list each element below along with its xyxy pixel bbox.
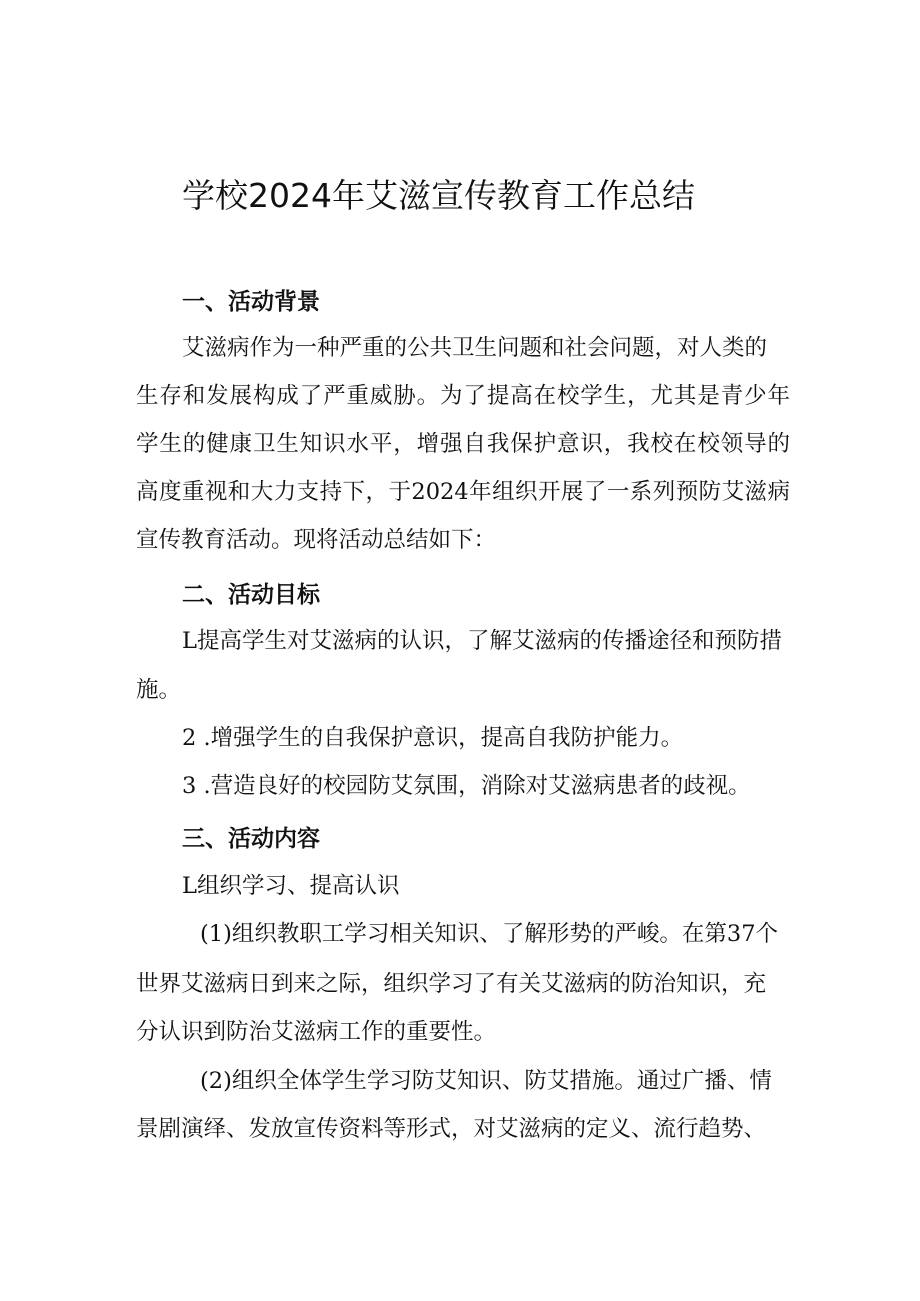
list-item-line: 施。 [136, 677, 182, 703]
paragraph-line: 生存和发展构成了严重威胁。为了提高在校学生，尤其是青少年 [136, 383, 790, 409]
paragraph-line: 世界艾滋病日到来之际，组织学习了有关艾滋病的防治知识，充 [136, 971, 767, 997]
document-title: 学校2024年艾滋宣传教育工作总结 [182, 176, 695, 215]
paragraph-line: (1)组织教职工学习相关知识、了解形势的严峻。在第37个 [200, 921, 779, 947]
paragraph-line: 景剧演绎、发放宣传资料等形式，对艾滋病的定义、流行趋势、 [136, 1116, 767, 1142]
section-heading-background: 一、活动背景 [182, 289, 320, 315]
section-heading-goals: 二、活动目标 [182, 582, 320, 608]
paragraph-line: 宣传教育活动。现将活动总结如下： [136, 527, 497, 553]
paragraph-line: 高度重视和大力支持下，于2024年组织开展了一系列预防艾滋病 [136, 479, 790, 505]
subheading-line: L组织学习、提高认识 [182, 873, 400, 899]
paragraph-line: 艾滋病作为一种严重的公共卫生问题和社会问题，对人类的 [182, 335, 768, 361]
paragraph-line: 学生的健康卫生知识水平，增强自我保护意识，我校在校领导的 [136, 431, 790, 457]
list-item-line: 2 .增强学生的自我保护意识，提高自我防护能力。 [182, 725, 684, 751]
list-item-line: L提高学生对艾滋病的认识，了解艾滋病的传播途径和预防措 [182, 628, 782, 654]
list-item-line: 3 .营造良好的校园防艾氛围，消除对艾滋病患者的歧视。 [182, 773, 751, 799]
paragraph-line: (2)组织全体学生学习防艾知识、防艾措施。通过广播、情 [200, 1068, 772, 1094]
paragraph-line: 分认识到防治艾滋病工作的重要性。 [136, 1019, 497, 1045]
section-heading-content: 三、活动内容 [182, 826, 320, 852]
